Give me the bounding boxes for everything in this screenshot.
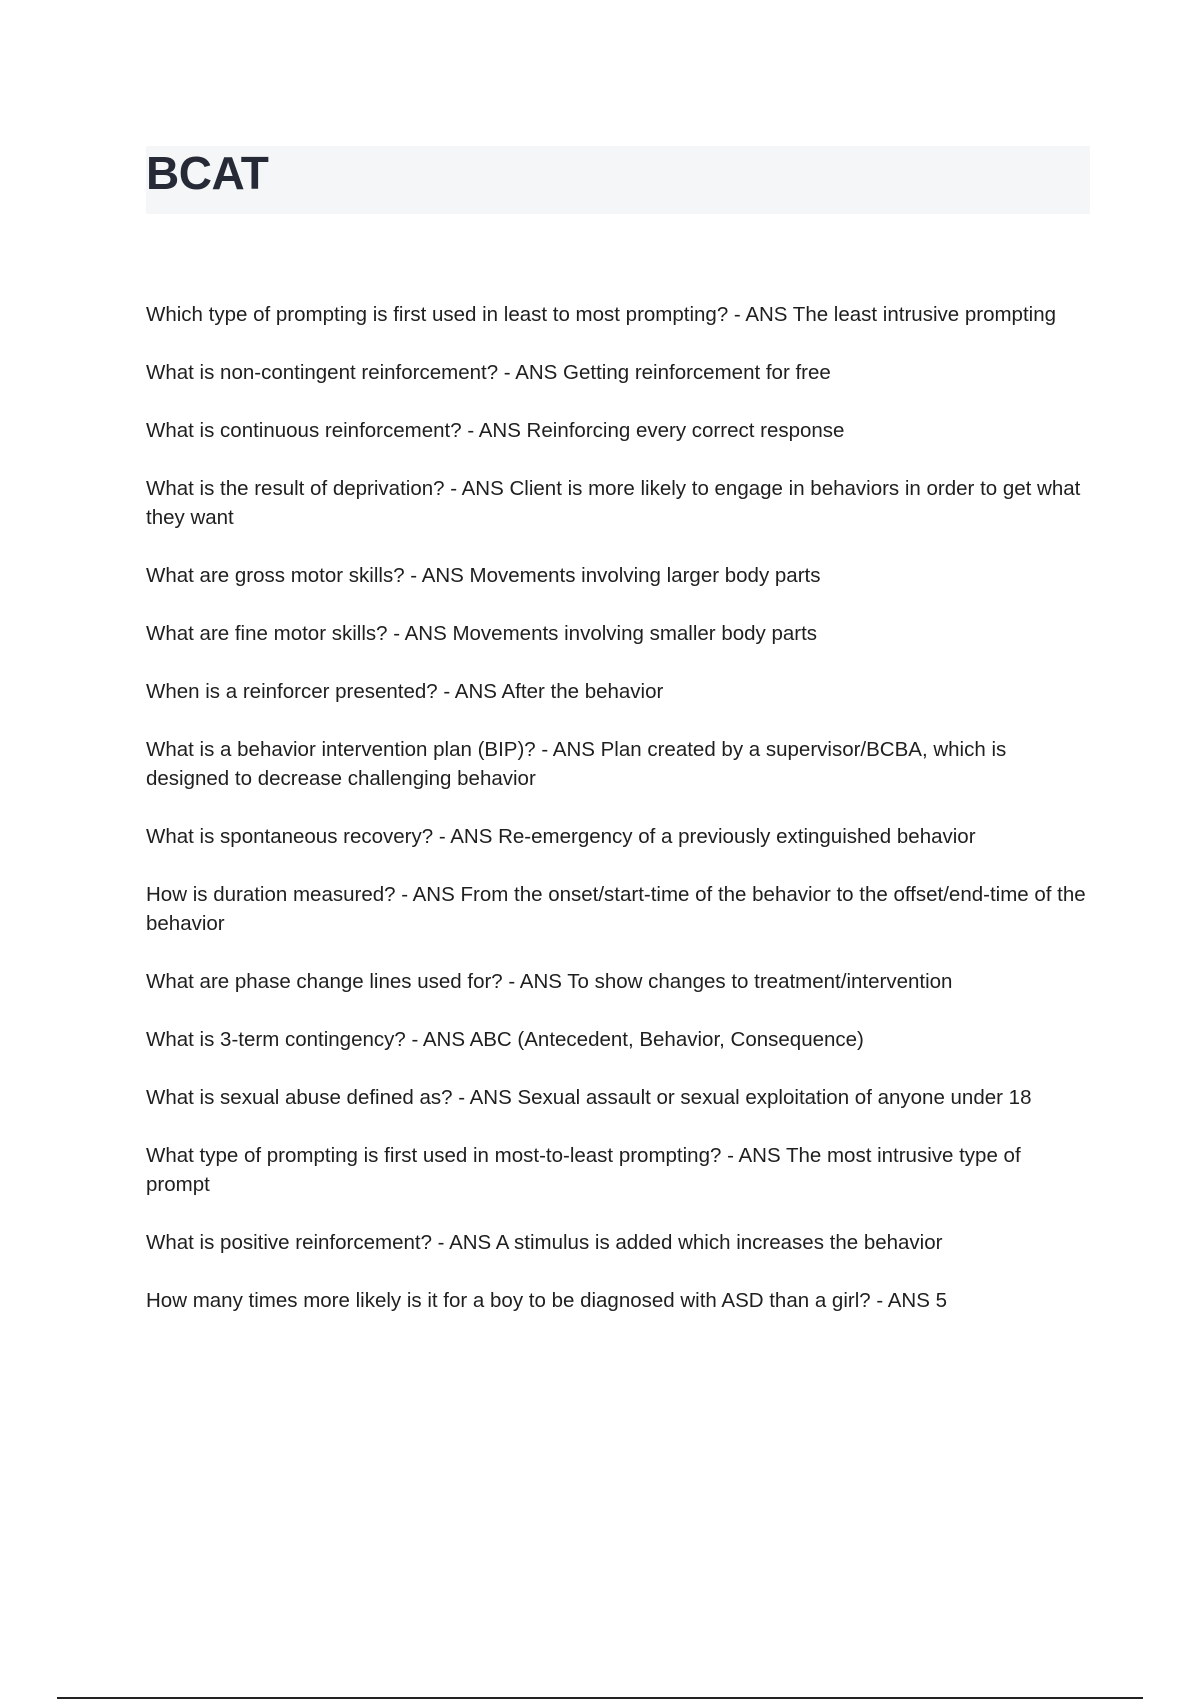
qa-item: What is non-contingent reinforcement? - ANS Getting reinforcement for free	[146, 361, 831, 384]
footer-rule	[57, 1697, 1143, 1699]
qa-item: What is 3-term contingency? - ANS ABC (Antecedent, Behavior, Consequence)	[146, 1028, 864, 1051]
qa-item: What type of prompting is first used in most-to-least prompting? - ANS The most intrusive type of prompt	[146, 1144, 1021, 1196]
qa-item: How is duration measured? - ANS From the onset/start-time of the behavior to the offset/end-time of the behavior	[146, 883, 1086, 935]
title-banner	[146, 146, 1090, 214]
qa-item: What are fine motor skills? - ANS Movements involving smaller body parts	[146, 622, 818, 645]
qa-item: How many times more likely is it for a boy to be diagnosed with ASD than a girl? - ANS 5	[146, 1289, 948, 1312]
qa-item: When is a reinforcer presented? - ANS After the behavior	[146, 680, 664, 703]
qa-list	[146, 300, 1090, 1344]
qa-item: What is a behavior intervention plan (BIP)? - ANS Plan created by a supervisor/BCBA, which is designed to decrease challenging behavior	[146, 738, 1007, 790]
qa-item: Which type of prompting is first used in least to most prompting? - ANS The least intrusive prompting	[146, 303, 1056, 326]
qa-item: What are phase change lines used for? - ANS To show changes to treatment/intervention	[146, 970, 953, 993]
qa-item: What is the result of deprivation? - ANS Client is more likely to engage in behaviors in order to get what they want	[146, 477, 1081, 529]
qa-item: What is sexual abuse defined as? - ANS Sexual assault or sexual exploitation of anyone under 18	[146, 1086, 1032, 1109]
qa-item: What is spontaneous recovery? - ANS Re-emergency of a previously extinguished behavior	[146, 825, 976, 848]
page-title: BCAT	[146, 147, 269, 199]
qa-item: What is continuous reinforcement? - ANS Reinforcing every correct response	[146, 419, 845, 442]
qa-item: What are gross motor skills? - ANS Movements involving larger body parts	[146, 564, 821, 587]
qa-item: What is positive reinforcement? - ANS A stimulus is added which increases the behavior	[146, 1231, 943, 1254]
